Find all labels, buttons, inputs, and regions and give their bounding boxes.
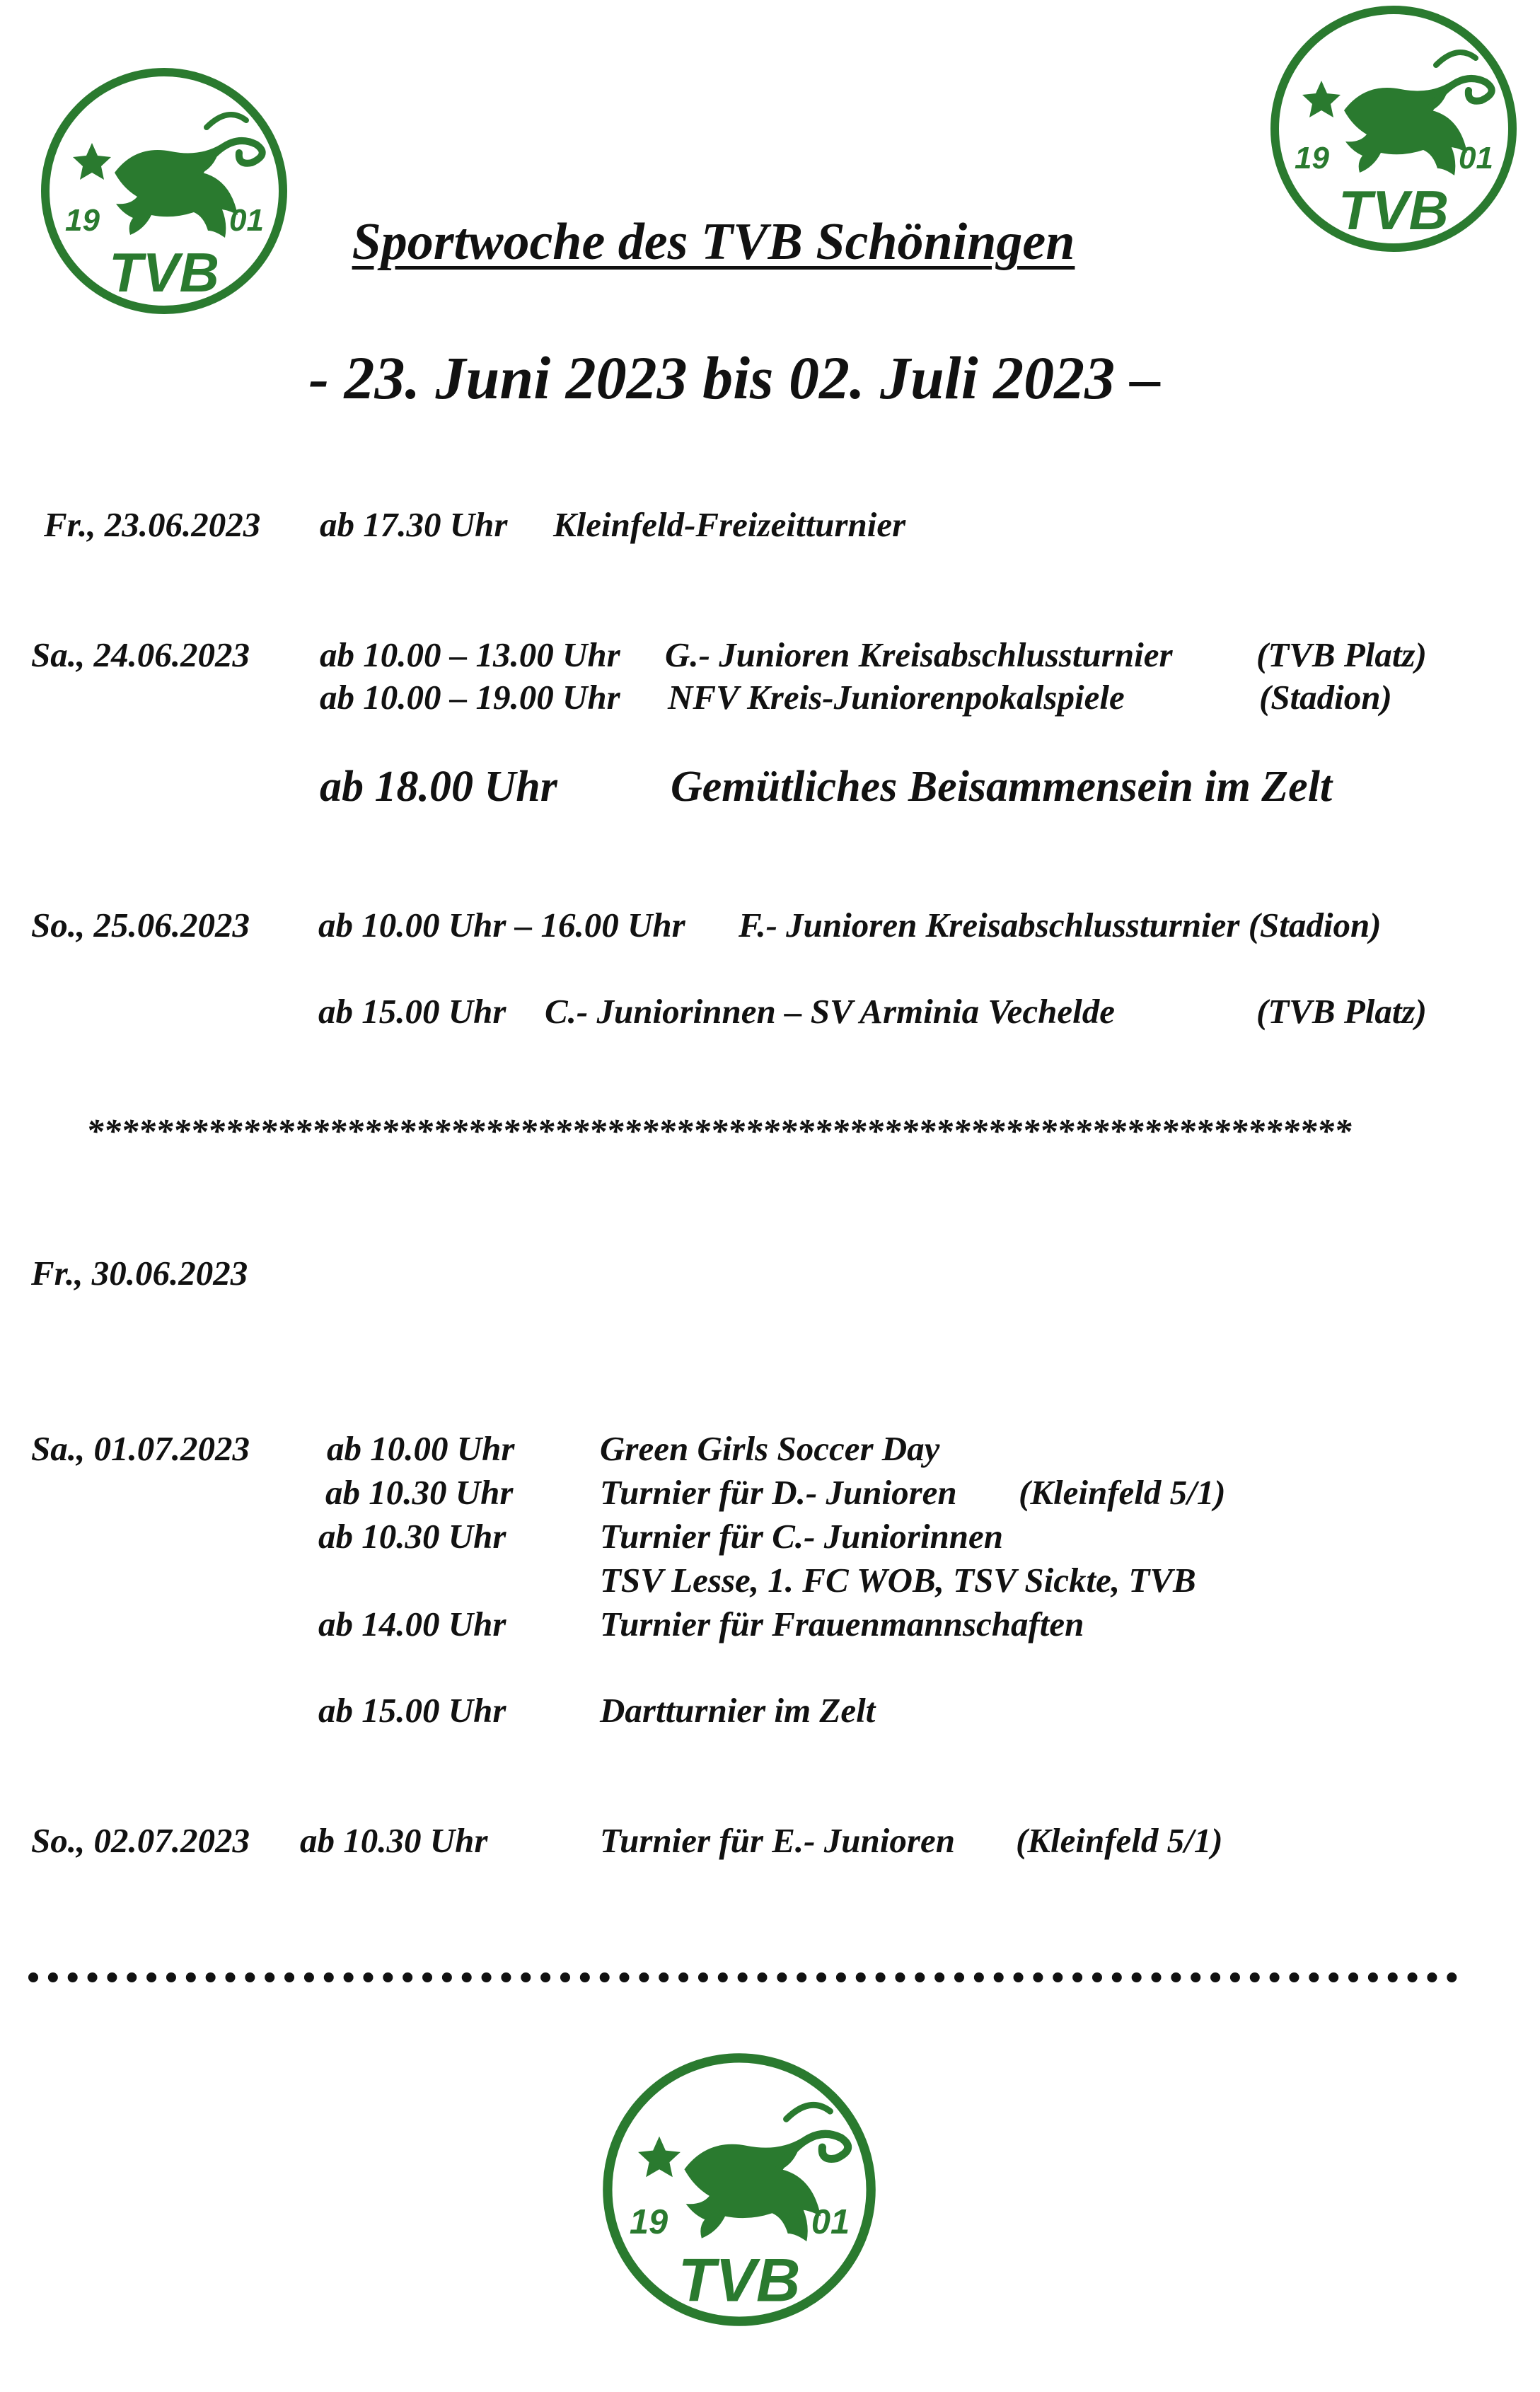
asterisk-separator: *************************************************************************	[86, 1111, 1352, 1150]
event-desc: G.- Junioren Kreisabschlussturnier	[665, 635, 1173, 674]
event-desc: Turnier für C.- Juniorinnen	[600, 1517, 1004, 1556]
event-desc: Green Girls Soccer Day	[600, 1429, 940, 1468]
event-place: (Stadion)	[1259, 678, 1392, 717]
tvb-logo-bottom	[598, 2052, 881, 2328]
logo-year-left: 19	[65, 203, 100, 238]
event-time: ab 17.30 Uhr	[320, 505, 508, 544]
day-date: Sa., 01.07.2023	[31, 1429, 250, 1468]
day-date: Sa., 24.06.2023	[31, 635, 250, 674]
event-place: (Kleinfeld 5/1)	[1019, 1473, 1226, 1512]
logo-year-right: 01	[229, 203, 264, 238]
logo-letters: TVB	[1338, 179, 1449, 241]
event-time: ab 10.00 Uhr	[327, 1429, 515, 1468]
event-place: (Kleinfeld 5/1)	[1016, 1821, 1223, 1860]
logo-letters: TVB	[109, 241, 219, 304]
event-desc: Gemütliches Beisammensein im Zelt	[671, 763, 1333, 811]
event-desc: Turnier für D.- Junioren	[600, 1473, 957, 1512]
event-time: ab 10.30 Uhr	[325, 1473, 514, 1512]
logo-year-left: 19	[629, 2203, 668, 2242]
event-desc: Kleinfeld-Freizeitturnier	[553, 505, 906, 544]
event-desc: TSV Lesse, 1. FC WOB, TSV Sickte, TVB	[600, 1561, 1196, 1600]
day-date: Fr., 23.06.2023	[44, 505, 261, 544]
tvb-logo-top-left	[37, 67, 291, 316]
date-range: - 23. Juni 2023 bis 02. Juli 2023 –	[308, 344, 1161, 412]
event-desc: Turnier für E.- Junioren	[600, 1821, 955, 1860]
event-desc: Dartturnier im Zelt	[600, 1691, 876, 1730]
day-date: So., 25.06.2023	[31, 906, 250, 944]
logo-year-right: 01	[811, 2203, 850, 2242]
event-desc: Turnier für Frauenmannschaften	[600, 1605, 1084, 1643]
event-time: ab 18.00 Uhr	[320, 763, 557, 811]
logo-year-right: 01	[1459, 141, 1493, 175]
event-place: (TVB Platz)	[1256, 635, 1427, 674]
event-time: ab 14.00 Uhr	[318, 1605, 506, 1643]
event-desc: C.- Juniorinnen – SV Arminia Vechelde	[545, 992, 1115, 1031]
event-time: ab 15.00 Uhr	[318, 992, 506, 1031]
dotted-divider	[28, 1972, 1457, 1982]
event-place: (TVB Platz)	[1256, 992, 1427, 1031]
event-time: ab 10.30 Uhr	[300, 1821, 488, 1860]
event-time: ab 15.00 Uhr	[318, 1691, 506, 1730]
event-time: ab 10.00 – 13.00 Uhr	[320, 635, 620, 674]
event-time: ab 10.00 Uhr – 16.00 Uhr	[318, 906, 685, 944]
logo-letters: TVB	[678, 2246, 801, 2315]
event-time: ab 10.30 Uhr	[318, 1517, 506, 1556]
event-desc: NFV Kreis-Juniorenpokalspiele	[668, 678, 1125, 717]
day-date: Fr., 30.06.2023	[31, 1254, 248, 1293]
logo-year-left: 19	[1295, 141, 1329, 175]
page-title: Sportwoche des TVB Schöningen	[352, 213, 1075, 271]
event-desc: F.- Junioren Kreisabschlussturnier (Stadion)	[739, 906, 1382, 944]
event-time: ab 10.00 – 19.00 Uhr	[320, 678, 620, 717]
day-date: So., 02.07.2023	[31, 1821, 250, 1860]
